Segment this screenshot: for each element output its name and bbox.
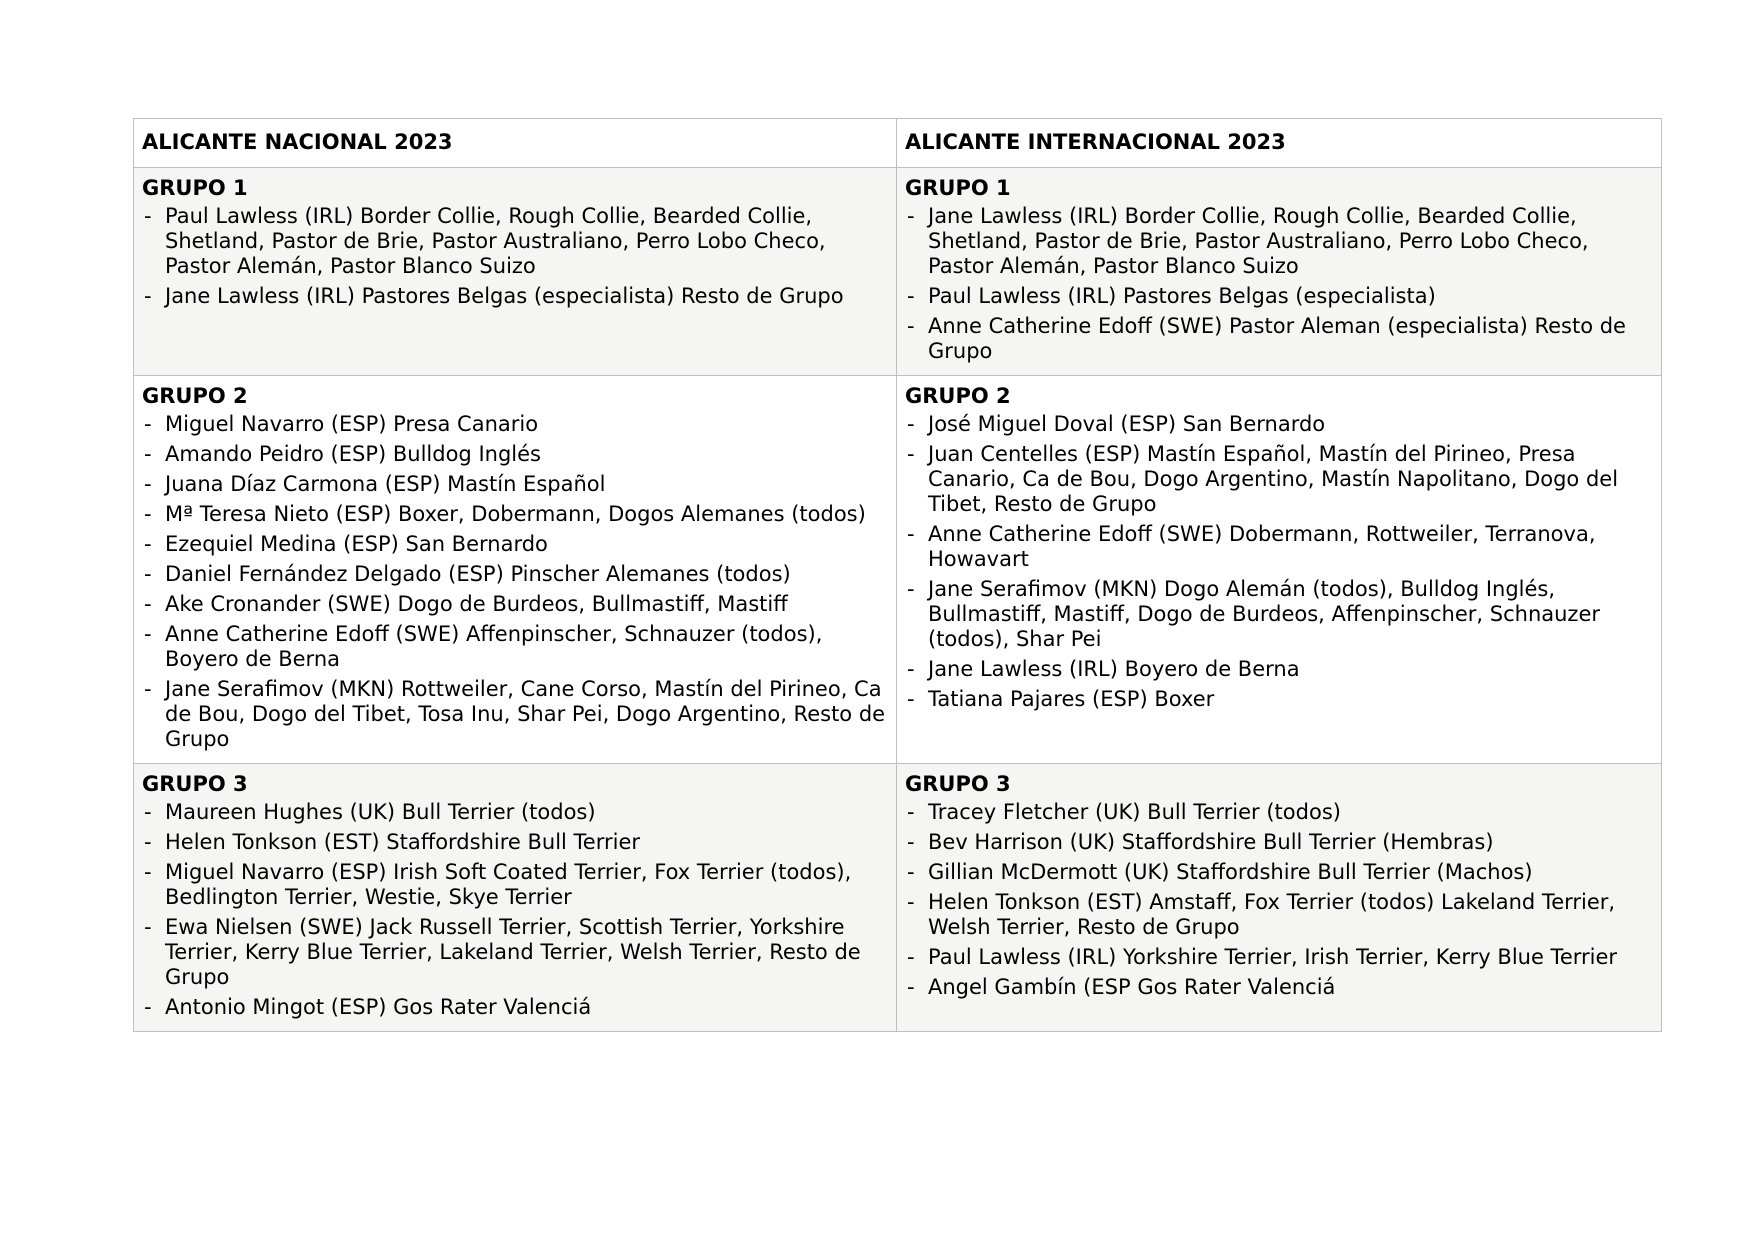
judge-entry-text: Helen Tonkson (EST) Staffordshire Bull Terrier	[165, 830, 641, 854]
judge-entry	[142, 204, 888, 279]
table-header-row	[134, 119, 1662, 168]
judge-entry-text: Ake Cronander (SWE) Dogo de Burdeos, Bullmastiff, Mastiff	[165, 592, 788, 616]
judge-entry	[142, 995, 888, 1020]
group-title: GRUPO 3	[142, 772, 248, 796]
judge-list	[142, 800, 888, 1020]
group-row	[134, 376, 1662, 764]
judge-entry-text: Daniel Fernández Delgado (ESP) Pinscher Alemanes (todos)	[165, 562, 791, 586]
judge-entry	[142, 502, 888, 527]
judge-entry-text: Jane Lawless (IRL) Boyero de Berna	[928, 657, 1300, 681]
judge-entry-text: Ewa Nielsen (SWE) Jack Russell Terrier, Scottish Terrier, Yorkshire Terrier, Kerry Blue Terrier, Lakeland Terrier, Welsh Terrier, Resto de Grupo	[165, 915, 861, 989]
judge-entry	[905, 284, 1653, 309]
judge-entry	[905, 657, 1653, 682]
header-internacional: ALICANTE INTERNACIONAL 2023	[897, 119, 1662, 168]
judge-list	[905, 204, 1653, 364]
judge-entry	[905, 577, 1653, 652]
judge-entry	[142, 915, 888, 990]
judge-entry	[905, 412, 1653, 437]
judge-entry	[905, 890, 1653, 940]
judge-entry	[905, 800, 1653, 825]
judge-entry-text: Jane Serafimov (MKN) Rottweiler, Cane Corso, Mastín del Pirineo, Ca de Bou, Dogo del Tibet, Tosa Inu, Shar Pei, Dogo Argentino, Resto de Grupo	[165, 677, 886, 751]
judge-entry-text: Miguel Navarro (ESP) Presa Canario	[165, 412, 539, 436]
judge-entry	[142, 472, 888, 497]
group-title: GRUPO 2	[905, 384, 1011, 408]
judge-entry-text: Paul Lawless (IRL) Yorkshire Terrier, Irish Terrier, Kerry Blue Terrier	[928, 945, 1618, 969]
judge-list	[142, 412, 888, 752]
judge-entry-text: Tracey Fletcher (UK) Bull Terrier (todos)	[928, 800, 1341, 824]
header-nacional: ALICANTE NACIONAL 2023	[134, 119, 897, 168]
judge-entry-text: Tatiana Pajares (ESP) Boxer	[928, 687, 1215, 711]
judge-entry-text: Anne Catherine Edoff (SWE) Affenpinscher, Schnauzer (todos), Boyero de Berna	[165, 622, 823, 671]
judge-entry	[905, 830, 1653, 855]
internacional-group-cell	[897, 168, 1662, 376]
judge-entry-text: Paul Lawless (IRL) Pastores Belgas (especialista)	[928, 284, 1436, 308]
judge-list	[142, 204, 888, 309]
judge-entry	[142, 800, 888, 825]
judge-entry-text: Juana Díaz Carmona (ESP) Mastín Español	[165, 472, 606, 496]
judge-entry	[905, 860, 1653, 885]
judge-entry-text: Anne Catherine Edoff (SWE) Pastor Aleman (especialista) Resto de Grupo	[928, 314, 1626, 363]
judge-entry	[142, 532, 888, 557]
judge-entry-text: Juan Centelles (ESP) Mastín Español, Mastín del Pirineo, Presa Canario, Ca de Bou, Dogo Argentino, Mastín Napolitano, Dogo del Tibet, Resto de Grupo	[928, 442, 1619, 516]
internacional-group-cell	[897, 764, 1662, 1032]
judge-entry-text: Miguel Navarro (ESP) Irish Soft Coated Terrier, Fox Terrier (todos), Bedlington Terrier, Westie, Skye Terrier	[165, 860, 852, 909]
judge-entry-text: Angel Gambín (ESP Gos Rater Valenciá	[928, 975, 1336, 999]
judge-entry	[142, 677, 888, 752]
group-row	[134, 764, 1662, 1032]
judges-table	[133, 118, 1662, 1032]
judge-entry-text: Jane Lawless (IRL) Pastores Belgas (especialista) Resto de Grupo	[165, 284, 844, 308]
judge-entry	[905, 975, 1653, 1000]
judge-entry	[905, 945, 1653, 970]
group-row	[134, 168, 1662, 376]
judge-entry-text: Bev Harrison (UK) Staffordshire Bull Terrier (Hembras)	[928, 830, 1494, 854]
judge-entry	[142, 562, 888, 587]
judge-entry-text: Jane Serafimov (MKN) Dogo Alemán (todos), Bulldog Inglés, Bullmastiff, Mastiff, Dogo de Burdeos, Affenpinscher, Schnauzer (todos), Shar Pei	[928, 577, 1601, 651]
judge-entry	[142, 830, 888, 855]
judge-entry	[905, 522, 1653, 572]
judge-entry	[142, 622, 888, 672]
judge-entry-text: Mª Teresa Nieto (ESP) Boxer, Dobermann, Dogos Alemanes (todos)	[165, 502, 866, 526]
nacional-group-cell	[134, 376, 897, 764]
judge-entry-text: Antonio Mingot (ESP) Gos Rater Valenciá	[165, 995, 592, 1019]
group-title: GRUPO 2	[142, 384, 248, 408]
internacional-group-cell	[897, 376, 1662, 764]
judge-entry	[905, 442, 1653, 517]
judge-entry	[142, 412, 888, 437]
judge-entry	[142, 860, 888, 910]
group-title: GRUPO 1	[142, 176, 248, 200]
group-title: GRUPO 3	[905, 772, 1011, 796]
judge-entry-text: Maureen Hughes (UK) Bull Terrier (todos)	[165, 800, 596, 824]
judge-entry-text: Helen Tonkson (EST) Amstaff, Fox Terrier (todos) Lakeland Terrier, Welsh Terrier, Resto de Grupo	[928, 890, 1616, 939]
judge-entry-text: Paul Lawless (IRL) Border Collie, Rough Collie, Bearded Collie, Shetland, Pastor de Brie, Pastor Australiano, Perro Lobo Checo, Pastor Alemán, Pastor Blanco Suizo	[165, 204, 826, 278]
nacional-group-cell	[134, 168, 897, 376]
judge-list	[905, 800, 1653, 1000]
group-title: GRUPO 1	[905, 176, 1011, 200]
judge-entry	[142, 284, 888, 309]
judge-entry-text: Anne Catherine Edoff (SWE) Dobermann, Rottweiler, Terranova, Howavart	[928, 522, 1596, 571]
judge-list	[905, 412, 1653, 712]
judge-entry	[905, 314, 1653, 364]
judge-entry-text: José Miguel Doval (ESP) San Bernardo	[928, 412, 1326, 436]
judge-entry	[905, 204, 1653, 279]
judge-entry-text: Jane Lawless (IRL) Border Collie, Rough Collie, Bearded Collie, Shetland, Pastor de Brie, Pastor Australiano, Perro Lobo Checo, Pastor Alemán, Pastor Blanco Suizo	[928, 204, 1589, 278]
judge-entry	[142, 592, 888, 617]
nacional-group-cell	[134, 764, 897, 1032]
judge-entry	[905, 687, 1653, 712]
judge-entry-text: Ezequiel Medina (ESP) San Bernardo	[165, 532, 548, 556]
judge-entry	[142, 442, 888, 467]
judge-entry-text: Amando Peidro (ESP) Bulldog Inglés	[165, 442, 541, 466]
judge-entry-text: Gillian McDermott (UK) Staffordshire Bull Terrier (Machos)	[928, 860, 1533, 884]
